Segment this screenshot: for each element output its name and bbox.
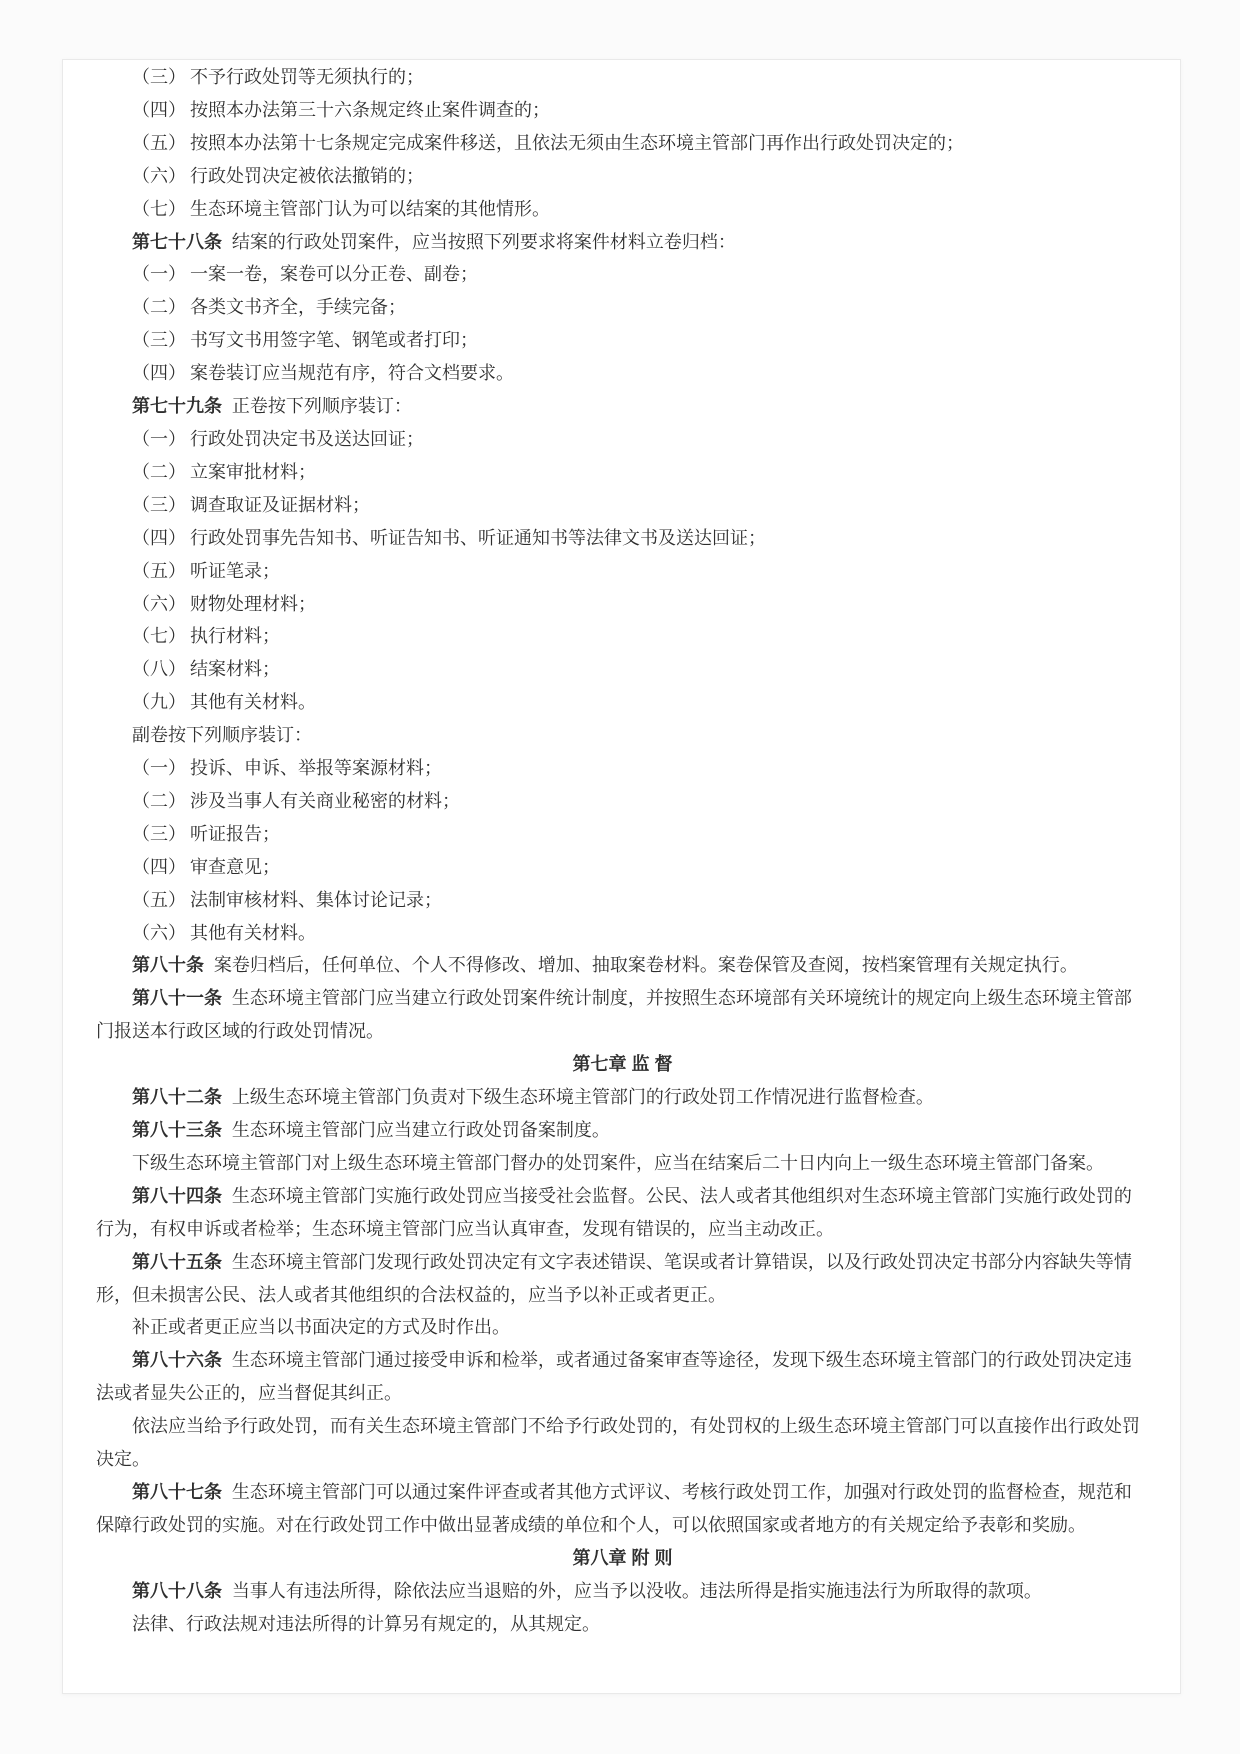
article-number: 第八十五条	[132, 1251, 222, 1272]
article-number: 第八十二条	[132, 1087, 222, 1108]
item-marker: （三）	[132, 823, 186, 844]
list-item-paragraph	[96, 61, 1149, 94]
article-text: 生态环境主管部门应当建立行政处罚案件统计制度，并按照生态环境部有关环境统计的规定向上级生态环境主管部门报送本行政区域的行政处罚情况。	[96, 988, 1132, 1042]
item-marker: （三）	[132, 494, 186, 515]
item-marker: （四）	[132, 527, 186, 548]
item-text: 书写文书用签字笔、钢笔或者打印；	[189, 330, 478, 351]
article-paragraph	[96, 1180, 1149, 1246]
chapter-heading: 第七章 监 督	[572, 1054, 673, 1075]
list-item-paragraph	[96, 522, 1149, 555]
item-text: 案卷装订应当规范有序，符合文档要求。	[189, 363, 514, 384]
item-text: 审查意见；	[189, 856, 280, 877]
list-item-paragraph	[96, 555, 1149, 588]
item-marker: （四）	[132, 856, 186, 877]
article-text: 当事人有违法所得，除依法应当退赔的外，应当予以没收。违法所得是指实施违法行为所取得的款项。	[231, 1580, 1042, 1601]
article-number: 第八十八条	[132, 1580, 222, 1601]
list-item-paragraph	[96, 94, 1149, 127]
list-item-paragraph	[96, 489, 1149, 522]
article-text: 正卷按下列顺序装订：	[231, 396, 412, 417]
list-item-paragraph	[96, 884, 1149, 917]
item-text: 其他有关材料。	[189, 692, 316, 713]
article-text: 生态环境主管部门通过接受申诉和检举，或者通过备案审查等途径，发现下级生态环境主管部门的行政处罚决定违法或者显失公正的，应当督促其纠正。	[96, 1350, 1132, 1404]
article-number: 第八十四条	[132, 1185, 222, 1206]
item-marker: （二）	[132, 790, 186, 811]
item-marker: （六）	[132, 593, 186, 614]
list-item-paragraph	[96, 291, 1149, 324]
item-text: 调查取证及证据材料；	[189, 494, 370, 515]
item-text: 投诉、申诉、举报等案源材料；	[189, 758, 442, 779]
item-marker: （四）	[132, 363, 186, 384]
article-number: 第八十一条	[132, 988, 222, 1009]
article-number: 第八十六条	[132, 1350, 222, 1371]
article-paragraph	[96, 1246, 1149, 1312]
list-item-paragraph	[96, 851, 1149, 884]
item-text: 按照本办法第三十六条规定终止案件调查的；	[189, 99, 550, 120]
item-marker: （五）	[132, 560, 186, 581]
article-text: 生态环境主管部门应当建立行政处罚备案制度。	[231, 1120, 610, 1140]
chapter-heading: 第八章 附 则	[572, 1547, 673, 1568]
article-text: 生态环境主管部门实施行政处罚应当接受社会监督。公民、法人或者其他组织对生态环境主管部门实施行政处罚的行为，有权申诉或者检举；生态环境主管部门应当认真审查，发现有错误的，应当主动改正。	[96, 1185, 1132, 1239]
list-item-paragraph	[96, 456, 1149, 489]
article-paragraph	[96, 982, 1149, 1048]
list-item-paragraph	[96, 917, 1149, 950]
list-item-paragraph	[96, 324, 1149, 357]
item-marker: （七）	[132, 198, 186, 219]
item-marker: （一）	[132, 428, 186, 449]
list-item-paragraph	[96, 752, 1149, 785]
list-item-paragraph	[96, 686, 1149, 719]
article-paragraph	[96, 949, 1149, 982]
item-text: 财物处理材料；	[189, 593, 316, 614]
article-text: 上级生态环境主管部门负责对下级生态环境主管部门的行政处罚工作情况进行监督检查。	[231, 1087, 934, 1108]
article-paragraph	[96, 1081, 1149, 1114]
article-paragraph	[96, 1344, 1149, 1410]
item-marker: （三）	[132, 67, 186, 87]
item-text: 法制审核材料、集体讨论记录；	[189, 889, 442, 910]
item-text: 执行材料；	[189, 626, 280, 647]
item-marker: （一）	[132, 264, 186, 285]
item-marker: （二）	[132, 297, 186, 318]
item-marker: （七）	[132, 626, 186, 647]
item-text: 听证报告；	[189, 823, 280, 844]
item-marker: （六）	[132, 922, 186, 943]
body-paragraph: 补正或者更正应当以书面决定的方式及时作出。	[132, 1317, 510, 1338]
article-paragraph	[96, 1114, 1149, 1147]
body-paragraph: 下级生态环境主管部门对上级生态环境主管部门督办的处罚案件，应当在结案后二十日内向上一级生态环境主管部门备案。	[132, 1152, 1104, 1173]
list-item-paragraph	[96, 193, 1149, 226]
article-number: 第八十条	[132, 955, 204, 976]
list-item-paragraph	[96, 258, 1149, 291]
article-paragraph	[96, 1575, 1149, 1608]
article-paragraph	[96, 390, 1149, 423]
list-item-paragraph	[96, 818, 1149, 851]
item-marker: （六）	[132, 165, 186, 186]
article-number: 第八十七条	[132, 1481, 222, 1502]
document-content	[63, 60, 1180, 1693]
article-text: 案卷归档后，任何单位、个人不得修改、增加、抽取案卷材料。案卷保管及查阅，按档案管理有关规定执行。	[213, 955, 1078, 976]
list-item-paragraph	[96, 588, 1149, 621]
list-item-paragraph	[96, 160, 1149, 193]
list-item-paragraph	[96, 653, 1149, 686]
item-text: 涉及当事人有关商业秘密的材料；	[189, 790, 460, 811]
item-text: 其他有关材料。	[189, 922, 316, 943]
article-text: 生态环境主管部门发现行政处罚决定有文字表述错误、笔误或者计算错误，以及行政处罚决定书部分内容缺失等情形，但未损害公民、法人或者其他组织的合法权益的，应当予以补正或者更正。	[96, 1251, 1132, 1305]
body-paragraph: 法律、行政法规对违法所得的计算另有规定的，从其规定。	[132, 1613, 600, 1634]
document-page	[62, 59, 1181, 1694]
item-marker: （九）	[132, 692, 186, 713]
item-text: 生态环境主管部门认为可以结案的其他情形。	[189, 198, 550, 219]
article-paragraph	[96, 1476, 1149, 1542]
article-text: 结案的行政处罚案件，应当按照下列要求将案件材料立卷归档：	[231, 231, 736, 252]
item-text: 结案材料；	[189, 659, 280, 680]
item-marker: （五）	[132, 132, 186, 153]
item-marker: （五）	[132, 889, 186, 910]
item-text: 各类文书齐全，手续完备；	[189, 297, 406, 318]
item-marker: （二）	[132, 461, 186, 482]
item-text: 不予行政处罚等无须执行的；	[189, 67, 424, 87]
list-item-paragraph	[96, 620, 1149, 653]
article-number: 第七十九条	[132, 396, 222, 417]
item-text: 立案审批材料；	[189, 461, 316, 482]
body-paragraph: 依法应当给予行政处罚，而有关生态环境主管部门不给予行政处罚的，有处罚权的上级生态环境主管部门可以直接作出行政处罚决定。	[96, 1416, 1140, 1470]
item-marker: （三）	[132, 330, 186, 351]
item-text: 一案一卷，案卷可以分正卷、副卷；	[189, 264, 478, 285]
item-text: 行政处罚事先告知书、听证告知书、听证通知书等法律文书及送达回证；	[189, 527, 766, 548]
list-item-paragraph	[96, 357, 1149, 390]
article-number: 第七十八条	[132, 231, 222, 252]
item-text: 行政处罚决定被依法撤销的；	[189, 165, 424, 186]
item-text: 行政处罚决定书及送达回证；	[189, 428, 424, 449]
article-number: 第八十三条	[132, 1120, 222, 1140]
list-item-paragraph	[96, 127, 1149, 160]
item-marker: （四）	[132, 99, 186, 120]
item-marker: （一）	[132, 758, 186, 779]
article-paragraph	[96, 226, 1149, 259]
item-marker: （八）	[132, 659, 186, 680]
list-item-paragraph	[96, 785, 1149, 818]
item-text: 按照本办法第十七条规定完成案件移送，且依法无须由生态环境主管部门再作出行政处罚决定的；	[189, 132, 964, 153]
item-text: 听证笔录；	[189, 560, 280, 581]
body-paragraph: 副卷按下列顺序装订：	[132, 725, 312, 746]
article-text: 生态环境主管部门可以通过案件评查或者其他方式评议、考核行政处罚工作，加强对行政处罚的监督检查，规范和保障行政处罚的实施。对在行政处罚工作中做出显著成绩的单位和个人，可以依照国家或者地方的有关规定给予表彰和奖励。	[96, 1481, 1132, 1535]
list-item-paragraph	[96, 423, 1149, 456]
